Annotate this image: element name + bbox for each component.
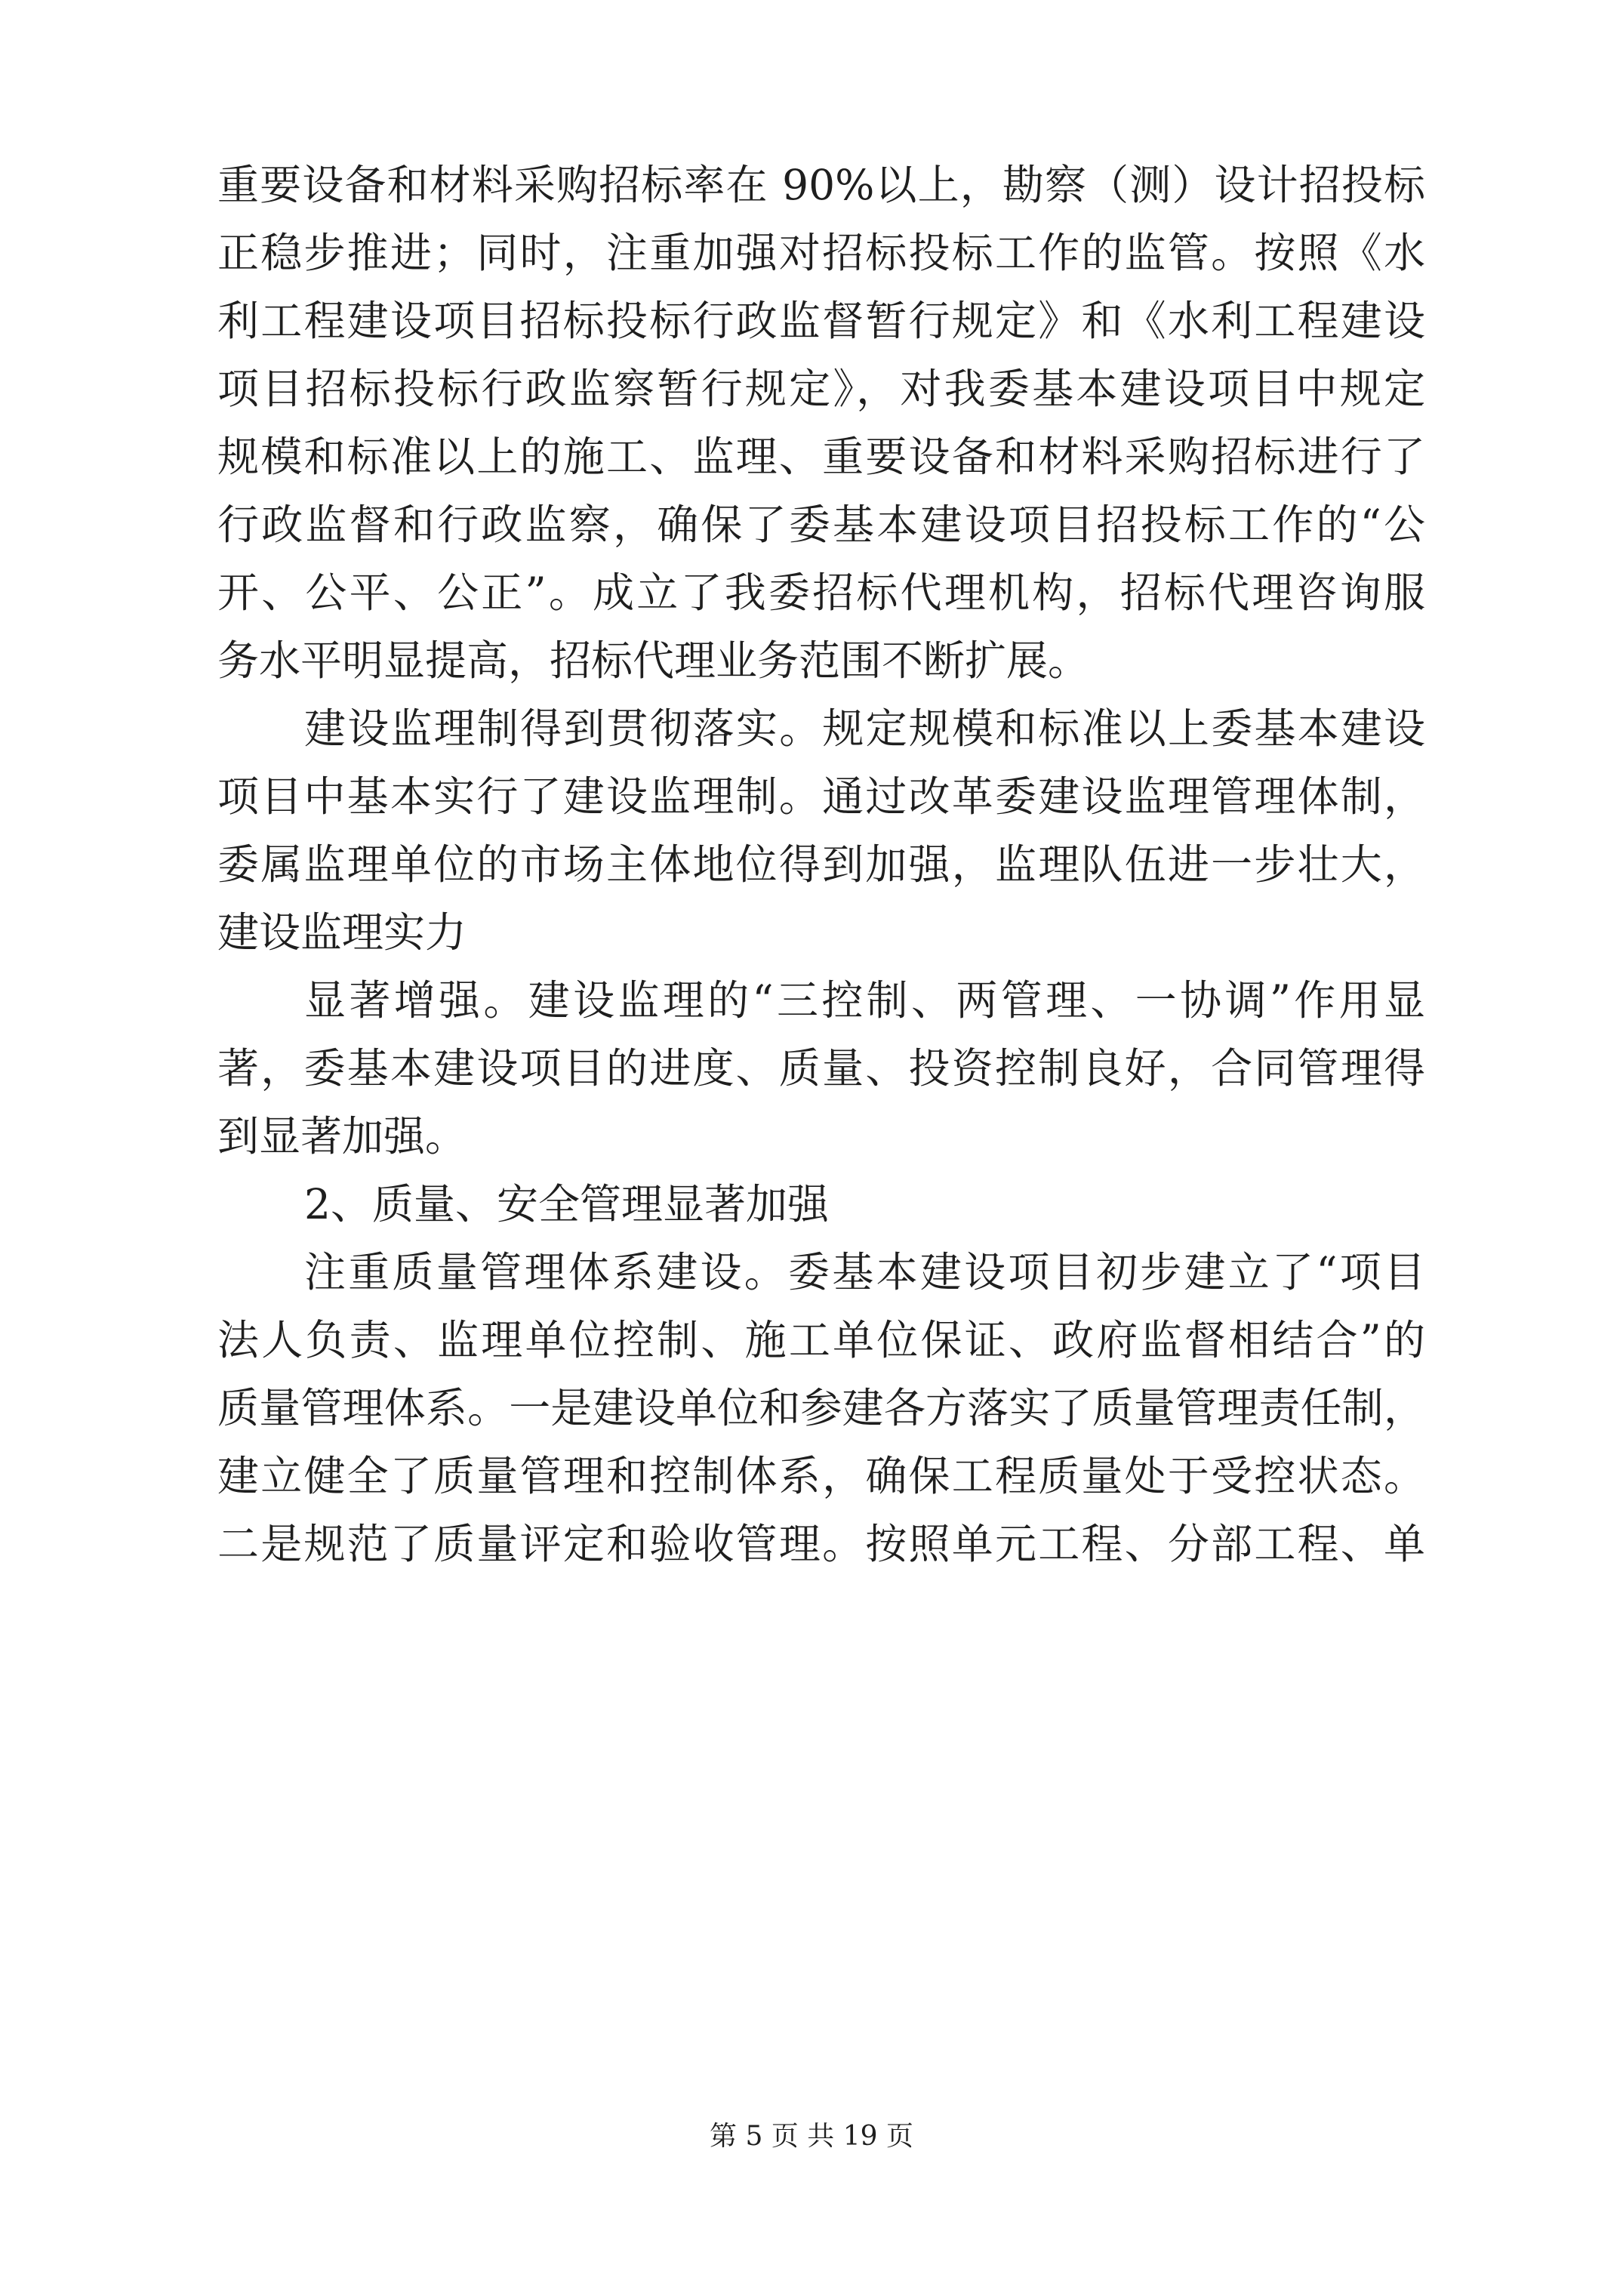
text-line-15: 到显著加强。 <box>217 1112 467 1160</box>
text-line-3: 利工程建设项目招标投标行政监督暂行规定》和《水利工程建设 <box>217 297 1425 345</box>
text-line-2: 正稳步推进；同时，注重加强对招标投标工作的监管。按照《水 <box>217 229 1425 277</box>
text-line-14: 著，委基本建设项目的进度、质量、投资控制良好，合同管理得 <box>217 1044 1425 1093</box>
text-line-20: 建立健全了质量管理和控制体系，确保工程质量处于受控状态。 <box>217 1452 1425 1500</box>
text-line-5: 规模和标准以上的施工、监理、重要设备和材料采购招标进行了 <box>217 433 1425 481</box>
text-line-12: 建设监理实力 <box>217 908 467 957</box>
text-line-1: 重要设备和材料采购招标率在 90%以上，勘察（测）设计招投标 <box>217 161 1425 209</box>
text-line-8: 务水平明显提高，招标代理业务范围不断扩展。 <box>217 636 1090 685</box>
text-line-7: 开、公平、公正”。成立了我委招标代理机构，招标代理咨询服 <box>217 569 1425 617</box>
text-line-18: 法人负责、监理单位控制、施工单位保证、政府监督相结合”的 <box>217 1316 1425 1364</box>
text-line-17: 注重质量管理体系建设。委基本建设项目初步建立了“项目 <box>304 1248 1425 1296</box>
page-number-footer: 第 5 页 共 19 页 <box>710 2121 913 2152</box>
text-line-13: 显著增强。建设监理的“三控制、两管理、一协调”作用显 <box>304 976 1425 1025</box>
text-line-19: 质量管理体系。一是建设单位和参建各方落实了质量管理责任制， <box>217 1384 1425 1432</box>
section-heading: 2、质量、安全管理显著加强 <box>304 1180 829 1228</box>
text-line-10: 项目中基本实行了建设监理制。通过改革委建设监理管理体制， <box>217 772 1425 821</box>
text-line-11: 委属监理单位的市场主体地位得到加强，监理队伍进一步壮大， <box>217 840 1425 889</box>
text-line-9: 建设监理制得到贯彻落实。规定规模和标准以上委基本建设 <box>304 704 1425 753</box>
text-line-6: 行政监督和行政监察，确保了委基本建设项目招投标工作的“公 <box>217 501 1425 549</box>
text-line-4: 项目招标投标行政监察暂行规定》，对我委基本建设项目中规定 <box>217 365 1425 413</box>
text-line-21: 二是规范了质量评定和验收管理。按照单元工程、分部工程、单 <box>217 1520 1425 1568</box>
